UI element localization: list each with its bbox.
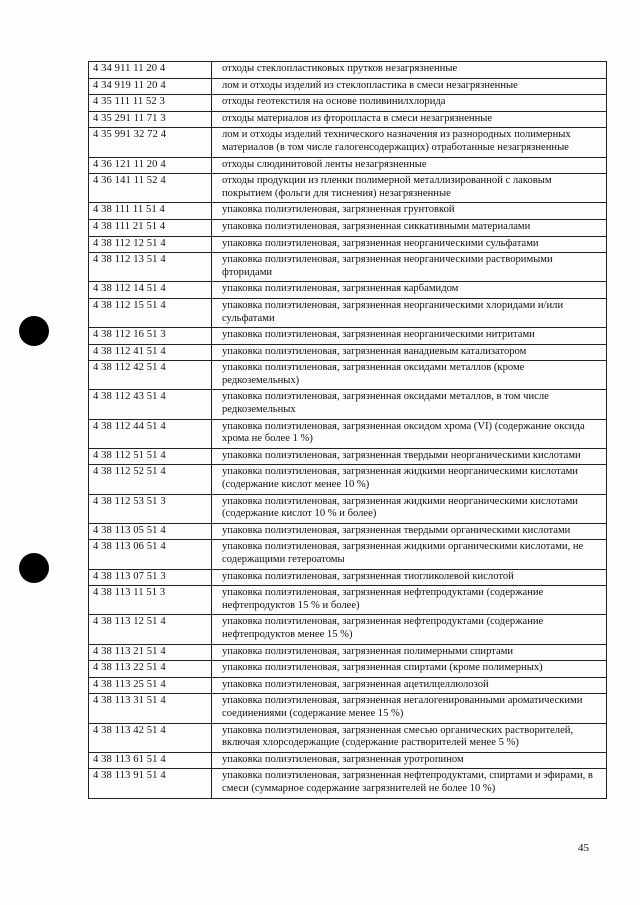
table-row	[89, 723, 607, 752]
table-row	[89, 253, 607, 282]
waste-name-cell: упаковка полиэтиленовая, загрязненная твердыми органическими кислотами	[212, 523, 607, 540]
waste-name-cell: отходы геотекстиля на основе поливинилхлорида	[212, 95, 607, 112]
table-row	[89, 282, 607, 299]
punch-hole-top	[19, 316, 49, 346]
waste-name-cell: упаковка полиэтиленовая, загрязненная неорганическими нитритами	[212, 328, 607, 345]
waste-name-cell: отходы слюдинитовой ленты незагрязненные	[212, 157, 607, 174]
waste-code-cell: 4 38 112 12 51 4	[89, 236, 212, 253]
waste-name-cell: упаковка полиэтиленовая, загрязненная ацетилцеллюлозой	[212, 677, 607, 694]
waste-code-cell: 4 38 113 91 51 4	[89, 769, 212, 798]
waste-name-cell: упаковка полиэтиленовая, загрязненная тиогликолевой кислотой	[212, 569, 607, 586]
table-row	[89, 328, 607, 345]
waste-code-cell: 4 38 113 21 51 4	[89, 644, 212, 661]
page-number: 45	[578, 842, 589, 854]
waste-code-cell: 4 36 141 11 52 4	[89, 174, 212, 203]
waste-name-cell: упаковка полиэтиленовая, загрязненная карбамидом	[212, 282, 607, 299]
table-row	[89, 540, 607, 569]
waste-code-cell: 4 38 112 53 51 3	[89, 494, 212, 523]
table-row	[89, 95, 607, 112]
waste-name-cell: упаковка полиэтиленовая, загрязненная твердыми неорганическими кислотами	[212, 448, 607, 465]
waste-name-cell: упаковка полиэтиленовая, загрязненная жидкими неорганическими кислотами (содержание кислот менее 10 %)	[212, 465, 607, 494]
table-row	[89, 677, 607, 694]
table-row	[89, 219, 607, 236]
waste-code-cell: 4 34 911 11 20 4	[89, 62, 212, 79]
waste-name-cell: упаковка полиэтиленовая, загрязненная оксидами металлов, в том числе редкоземельных	[212, 390, 607, 419]
table-row	[89, 78, 607, 95]
table-body	[89, 62, 607, 799]
waste-name-cell: упаковка полиэтиленовая, загрязненная смесью органических растворителей, включая хлорсодержащие (содержание растворителей менее 5 %)	[212, 723, 607, 752]
table-row	[89, 298, 607, 327]
waste-name-cell: отходы продукции из пленки полимерной металлизированной с лаковым покрытием (фольги для тиснения) незагрязненные	[212, 174, 607, 203]
waste-code-cell: 4 38 113 42 51 4	[89, 723, 212, 752]
table-row	[89, 694, 607, 723]
waste-name-cell: упаковка полиэтиленовая, загрязненная ванадиевым катализатором	[212, 344, 607, 361]
waste-name-cell: упаковка полиэтиленовая, загрязненная нефтепродуктами (содержание нефтепродуктов менее 15 %)	[212, 615, 607, 644]
waste-name-cell: упаковка полиэтиленовая, загрязненная нефтепродуктами (содержание нефтепродуктов 15 % и более)	[212, 586, 607, 615]
waste-name-cell: упаковка полиэтиленовая, загрязненная жидкими неорганическими кислотами (содержание кислот 10 % и более)	[212, 494, 607, 523]
waste-name-cell: упаковка полиэтиленовая, загрязненная неорганическими сульфатами	[212, 236, 607, 253]
waste-code-cell: 4 38 113 22 51 4	[89, 661, 212, 678]
table-row	[89, 523, 607, 540]
waste-code-cell: 4 38 112 16 51 3	[89, 328, 212, 345]
table-row	[89, 344, 607, 361]
waste-code-cell: 4 38 113 11 51 3	[89, 586, 212, 615]
table-row	[89, 128, 607, 157]
table-row	[89, 361, 607, 390]
table-row	[89, 390, 607, 419]
waste-code-cell: 4 38 113 31 51 4	[89, 694, 212, 723]
waste-name-cell: упаковка полиэтиленовая, загрязненная спиртами (кроме полимерных)	[212, 661, 607, 678]
waste-code-cell: 4 38 111 21 51 4	[89, 219, 212, 236]
table-row	[89, 448, 607, 465]
waste-name-cell: упаковка полиэтиленовая, загрязненная негалогенированными ароматическими соединениями (содержание менее 15 %)	[212, 694, 607, 723]
waste-code-cell: 4 38 113 61 51 4	[89, 752, 212, 769]
waste-code-cell: 4 38 112 52 51 4	[89, 465, 212, 494]
waste-code-cell: 4 38 113 07 51 3	[89, 569, 212, 586]
table-row	[89, 661, 607, 678]
table-row	[89, 157, 607, 174]
waste-name-cell: упаковка полиэтиленовая, загрязненная полимерными спиртами	[212, 644, 607, 661]
table-row	[89, 644, 607, 661]
table-row	[89, 62, 607, 79]
waste-name-cell: отходы стеклопластиковых прутков незагрязненные	[212, 62, 607, 79]
waste-name-cell: упаковка полиэтиленовая, загрязненная оксидами металлов (кроме редкоземельных)	[212, 361, 607, 390]
table-row	[89, 465, 607, 494]
waste-name-cell: упаковка полиэтиленовая, загрязненная нефтепродуктами, спиртами и эфирами, в смеси (суммарное содержание загрязнителей не более 10 %)	[212, 769, 607, 798]
waste-code-cell: 4 38 112 41 51 4	[89, 344, 212, 361]
waste-code-cell: 4 38 112 13 51 4	[89, 253, 212, 282]
waste-code-cell: 4 35 111 11 52 3	[89, 95, 212, 112]
waste-code-cell: 4 35 291 11 71 3	[89, 111, 212, 128]
table-row	[89, 419, 607, 448]
waste-code-cell: 4 38 113 25 51 4	[89, 677, 212, 694]
waste-code-cell: 4 34 919 11 20 4	[89, 78, 212, 95]
waste-name-cell: лом и отходы изделий из стеклопластика в смеси незагрязненные	[212, 78, 607, 95]
waste-code-cell: 4 38 112 42 51 4	[89, 361, 212, 390]
waste-code-cell: 4 36 121 11 20 4	[89, 157, 212, 174]
waste-name-cell: упаковка полиэтиленовая, загрязненная сиккативными материалами	[212, 219, 607, 236]
waste-code-cell: 4 38 113 05 51 4	[89, 523, 212, 540]
table-row	[89, 174, 607, 203]
waste-code-cell: 4 38 112 51 51 4	[89, 448, 212, 465]
waste-code-table	[88, 61, 607, 799]
waste-name-cell: упаковка полиэтиленовая, загрязненная грунтовкой	[212, 203, 607, 220]
waste-name-cell: упаковка полиэтиленовая, загрязненная жидкими органическими кислотами, не содержащими гетероатомы	[212, 540, 607, 569]
waste-name-cell: отходы материалов из фторопласта в смеси незагрязненные	[212, 111, 607, 128]
waste-code-cell: 4 38 112 44 51 4	[89, 419, 212, 448]
waste-code-cell: 4 38 111 11 51 4	[89, 203, 212, 220]
waste-code-cell: 4 35 991 32 72 4	[89, 128, 212, 157]
waste-name-cell: упаковка полиэтиленовая, загрязненная уротропином	[212, 752, 607, 769]
waste-name-cell: лом и отходы изделий технического назначения из разнородных полимерных материалов (в том числе галогенсодержащих) отработанные незагрязненные	[212, 128, 607, 157]
waste-name-cell: упаковка полиэтиленовая, загрязненная неорганическими растворимыми фторидами	[212, 253, 607, 282]
table-row	[89, 769, 607, 798]
table-row	[89, 111, 607, 128]
table-row	[89, 752, 607, 769]
table-row	[89, 569, 607, 586]
waste-code-cell: 4 38 112 14 51 4	[89, 282, 212, 299]
table-row	[89, 494, 607, 523]
waste-name-cell: упаковка полиэтиленовая, загрязненная неорганическими хлоридами и/или сульфатами	[212, 298, 607, 327]
table-row	[89, 615, 607, 644]
waste-name-cell: упаковка полиэтиленовая, загрязненная оксидом хрома (VI) (содержание оксида хрома не более 1 %)	[212, 419, 607, 448]
waste-code-cell: 4 38 112 15 51 4	[89, 298, 212, 327]
waste-code-cell: 4 38 113 12 51 4	[89, 615, 212, 644]
table-row	[89, 203, 607, 220]
punch-hole-bottom	[19, 553, 49, 583]
waste-code-cell: 4 38 113 06 51 4	[89, 540, 212, 569]
waste-code-cell: 4 38 112 43 51 4	[89, 390, 212, 419]
table-row	[89, 236, 607, 253]
table-row	[89, 586, 607, 615]
